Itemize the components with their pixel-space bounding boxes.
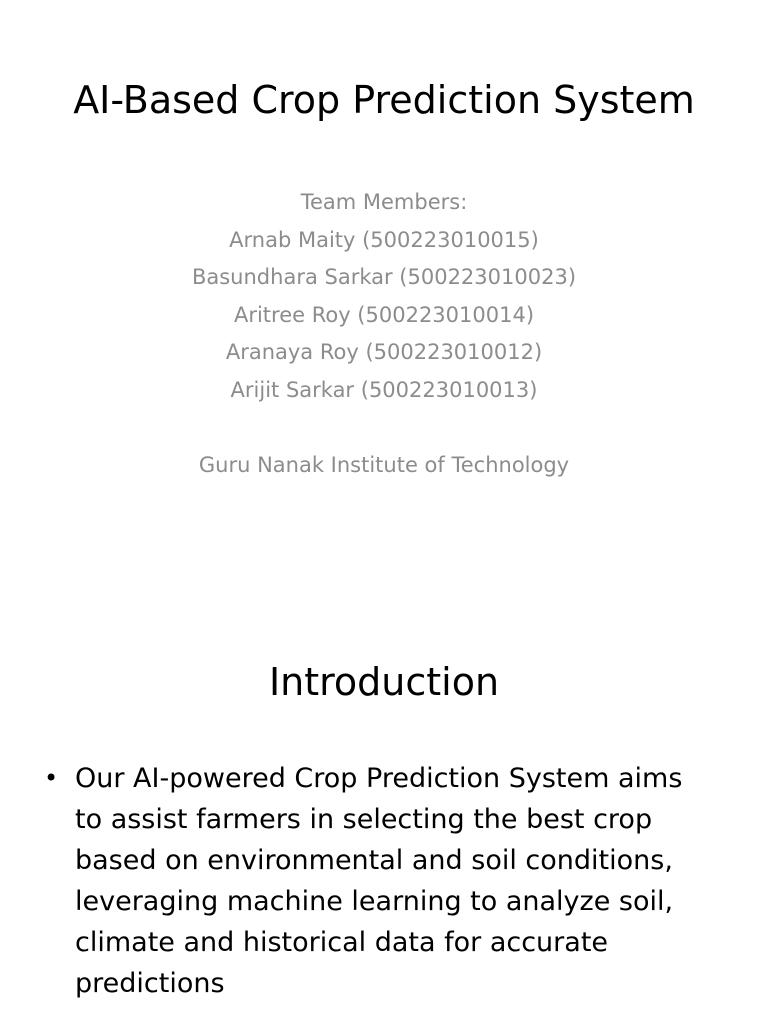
team-member: Aranaya Roy (500223010012) bbox=[225, 340, 543, 365]
team-info bbox=[0, 184, 768, 485]
bullet-list bbox=[44, 758, 714, 1004]
spacer bbox=[0, 410, 768, 448]
team-member: Aritree Roy (500223010014) bbox=[233, 302, 535, 327]
institute-name: Guru Nanak Institute of Technology bbox=[198, 453, 570, 478]
team-member: Arnab Maity (500223010015) bbox=[229, 227, 539, 252]
team-member: Arijit Sarkar (500223010013) bbox=[230, 377, 538, 402]
bullet-text: Our AI-powered Crop Prediction System aims to assist farmers in selecting the best crop based on environmental and soil conditions, leveraging machine learning to analyze soil, climate and historical data for accurate predictions bbox=[75, 763, 683, 999]
bullet-item bbox=[44, 758, 714, 1004]
team-member: Basundhara Sarkar (500223010023) bbox=[191, 265, 577, 290]
presentation-title: AI-Based Crop Prediction System bbox=[73, 78, 695, 122]
section-title: Introduction bbox=[268, 660, 500, 704]
team-heading: Team Members: bbox=[300, 190, 468, 214]
bullet-icon: • bbox=[44, 764, 59, 792]
introduction-slide bbox=[0, 580, 768, 1024]
